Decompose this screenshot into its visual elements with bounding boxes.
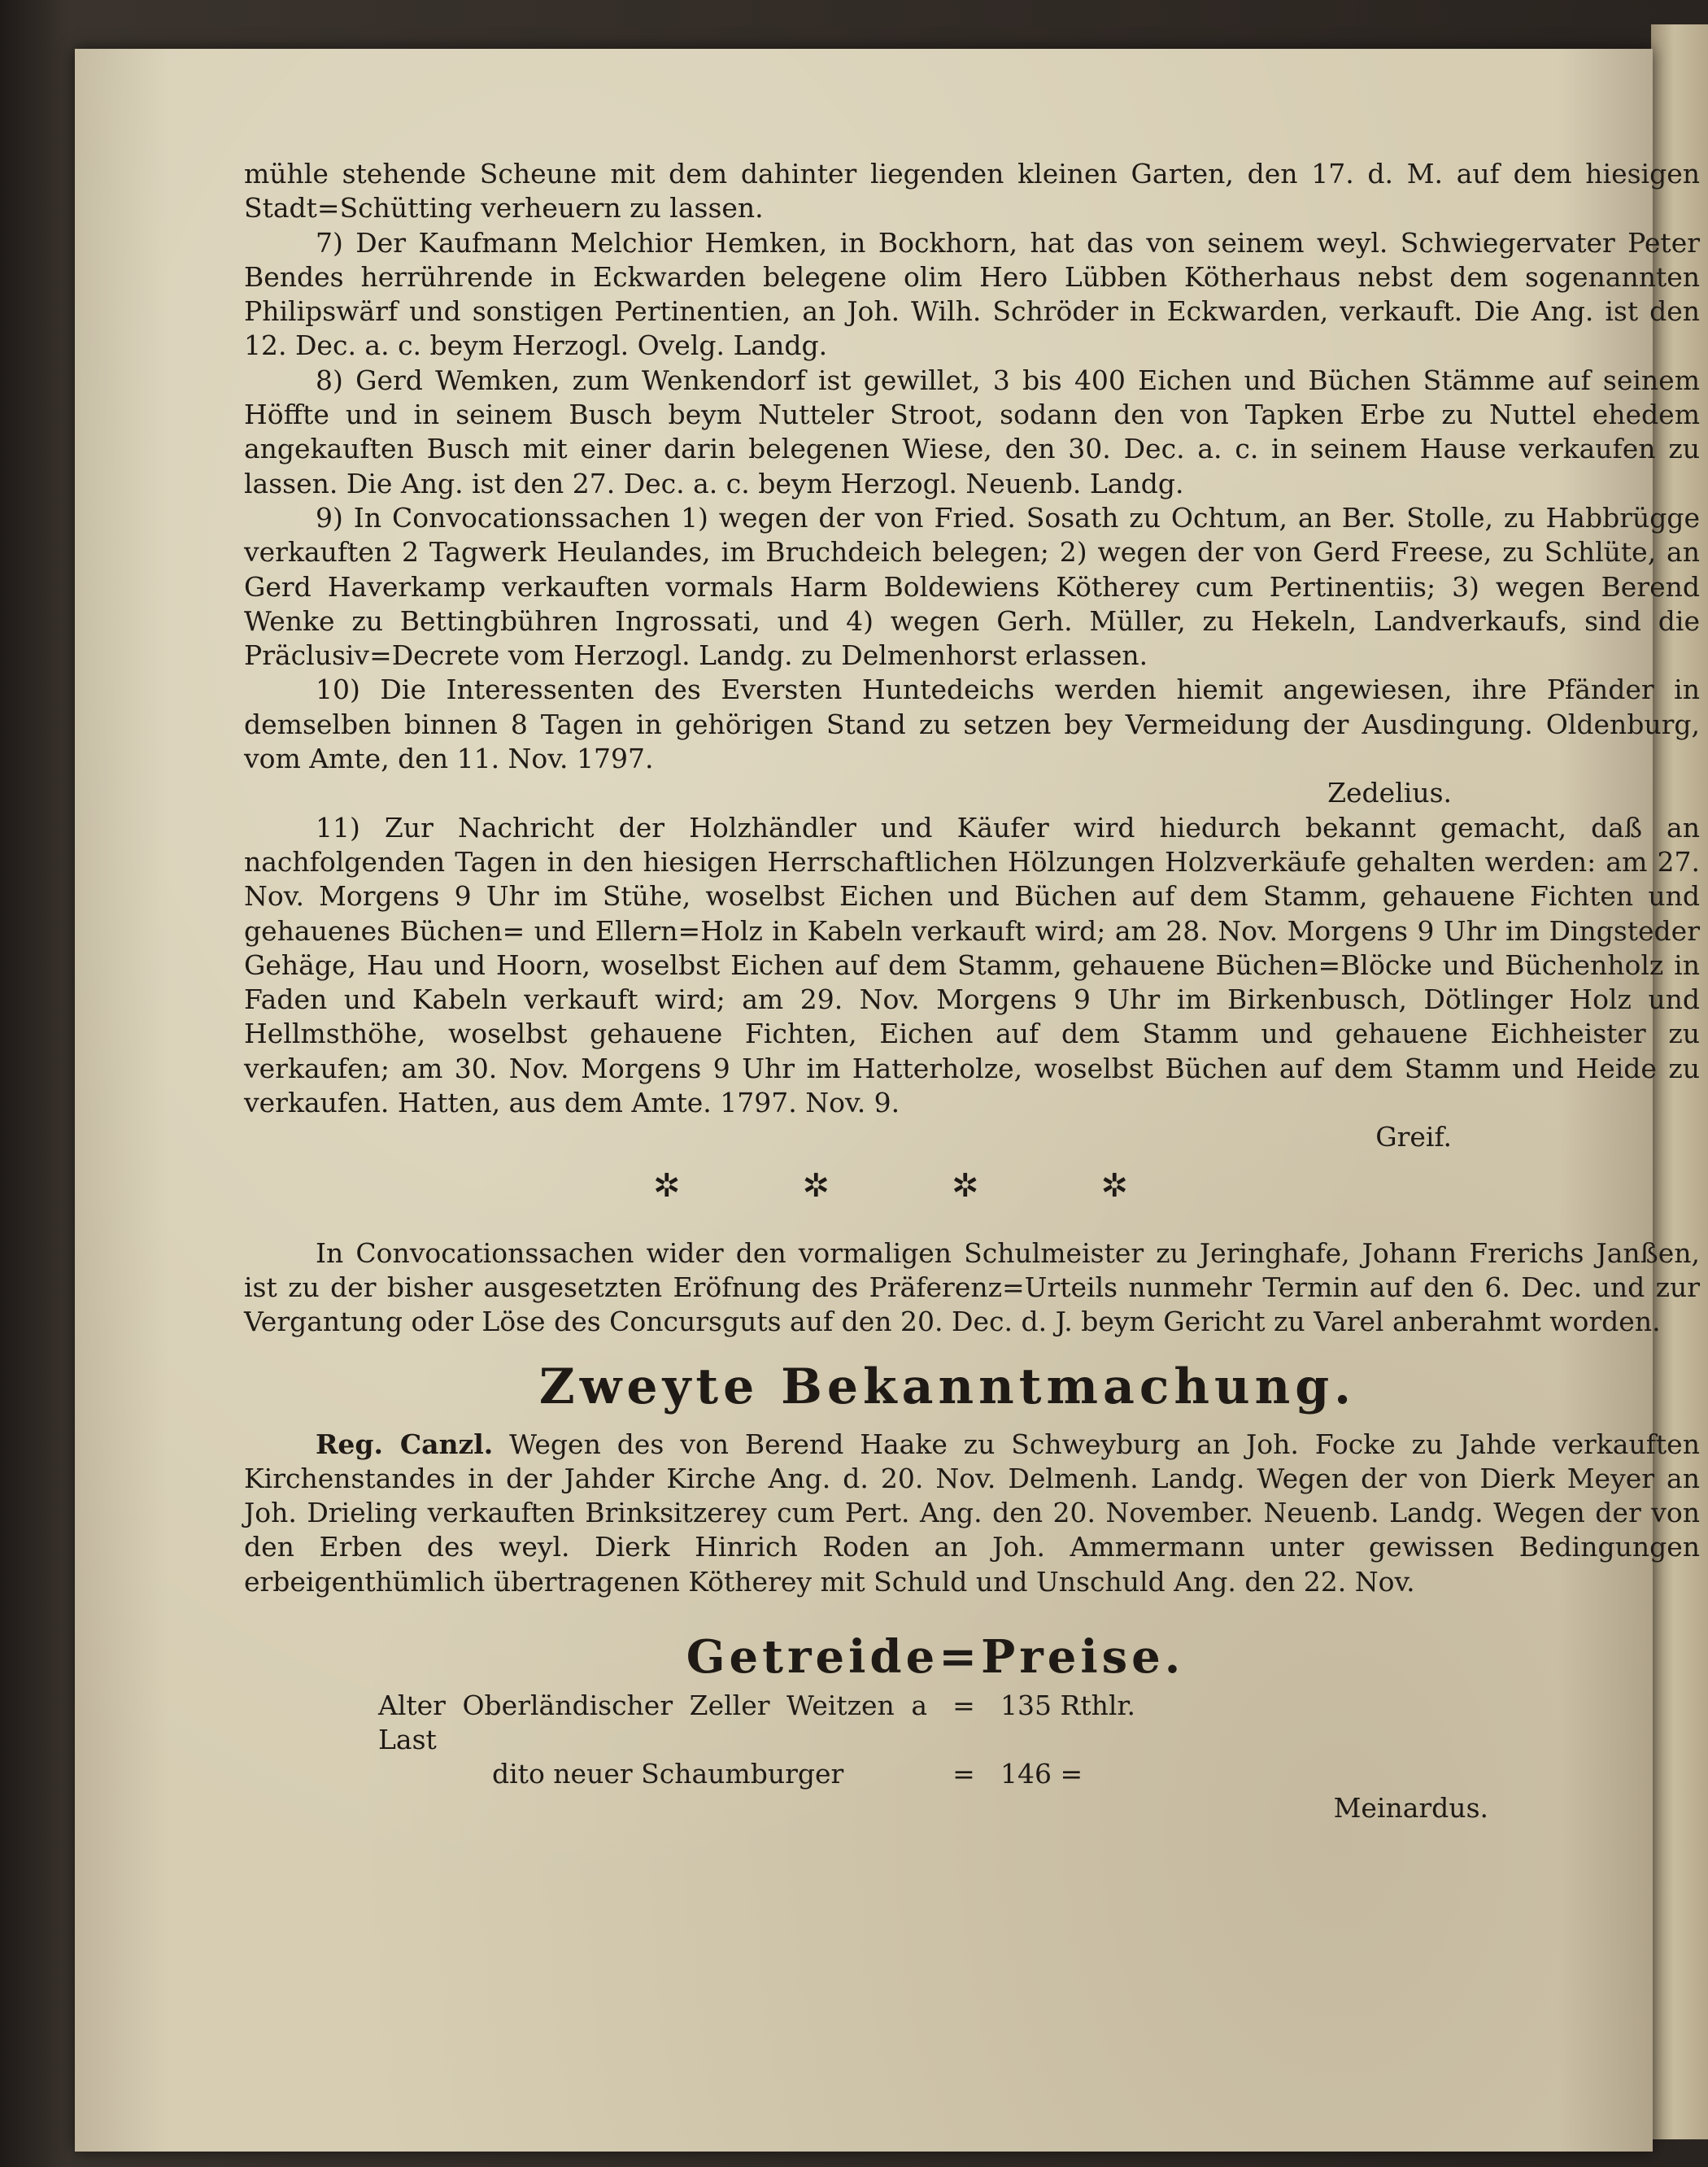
paragraph-reg-canzl-body: Wegen des von Berend Haake zu Schweyburg an Joh. Focke zu Jahde verkauften Kirchenstandes in der Jahder Kirche Ang. d. 20. Nov. Delmenh. Landg. Wegen der von Dierk Meyer an Joh. Drieling verkauften Brinksitzerey cum Pert. Ang. den 20. November. Neuenb. Landg. Wegen der von den Erben des weyl. Dierk Hinrich Roden an Joh. Ammermann unter gewissen Bedingungen erbeigenthümlich übertragenen Kötherey mit Schuld und Unschuld Ang. den 22. Nov. xyxy=(244,1428,1700,1598)
heading-grain-prices: Getreide=Preise. xyxy=(686,1629,1185,1684)
heading-second-notice: Zweyte Bekanntmachung. xyxy=(538,1358,1357,1415)
paragraph-8-sale-wemken: 8) Gerd Wemken, zum Wenkendorf ist gewillet, 3 bis 400 Eichen und Büchen Stämme auf seinem Höffte und in seinem Busch beym Nutteler Stroot, sodann den von Tapken Erbe zu Nuttel ehedem angekauften Busch mit einer darin belegenen Wiese, den 30. Dec. a. c. in seinem Hause verkaufen zu lassen. Die Ang. ist den 27. Dec. a. c. beym Herzogl. Neuenb. Landg. xyxy=(244,364,1700,499)
paragraph-continuation: mühle stehende Scheune mit dem dahinter liegenden kleinen Garten, den 17. d. M. auf dem hiesigen Stadt=Schütting verheuern zu lassen. xyxy=(244,158,1700,225)
paragraph-convocation-janssen: In Convocationssachen wider den vormaligen Schulmeister zu Jeringhafe, Johann Frerichs Janßen, ist zu der bisher ausgesetzten Eröfnung des Präferenz=Urteils nunmehr Termin auf den 6. Dec. und zur Vergantung oder Löse des Concursguts auf den 20. Dec. d. J. beym Gericht zu Varel anberahmt worden. xyxy=(244,1236,1700,1338)
page-content xyxy=(244,157,1700,1825)
ornament-divider xyxy=(244,1166,1700,1206)
document-page xyxy=(75,49,1700,2152)
signature-zedelius: Zedelius. xyxy=(1327,777,1452,809)
paragraph-lead-reg-canzl: Reg. Canzl. xyxy=(316,1428,494,1460)
paragraph-11-timber-sales: 11) Zur Nachricht der Holzhändler und Käufer wird hiedurch bekannt gemacht, daß an nachfolgenden Tagen in den hiesigen Herrschaftlichen Hölzungen Holzverkäufe gehalten werden: am 27. Nov. Morgens 9 Uhr im Stühe, woselbst Eichen und Büchen auf dem Stamm, gehauene Fichten und gehauenes Büchen= und Ellern=Holz in Kabeln verkauft wird; am 28. Nov. Morgens 9 Uhr im Dingsteder Gehäge, Hau und Hoorn, woselbst Eichen auf dem Stamm, gehauene Büchen=Blöcke und Büchenholz in Faden und Kabeln verkauft wird; am 29. Nov. Morgens 9 Uhr im Birkenbusch, Dötlinger Holz und Hellmsthöhe, woselbst gehauene Fichten, Eichen auf dem Stamm und gehauene Eichheister zu verkaufen; am 30. Nov. Morgens 9 Uhr im Hatterholze, woselbst Büchen auf dem Stamm und Heide zu verkaufen. Hatten, aus dem Amte. 1797. Nov. 9. xyxy=(244,811,1700,1119)
asterism-ornament-icon: ✲ xyxy=(952,1166,979,1205)
price-row xyxy=(244,1689,1700,1757)
price-amount: 146 = xyxy=(1000,1757,1083,1790)
price-item-label: Alter Oberländischer Zeller Weitzen a Last xyxy=(378,1689,927,1755)
price-item-label: dito neuer Schaumburger xyxy=(492,1757,844,1790)
price-separator: = xyxy=(952,1757,975,1790)
price-separator: = xyxy=(952,1689,975,1721)
asterism-ornament-icon: ✲ xyxy=(802,1166,830,1205)
signature-greif: Greif. xyxy=(1375,1121,1452,1153)
paragraph-10-huntedeich: 10) Die Interessenten des Eversten Huntedeichs werden hiemit angewiesen, ihre Pfänder in demselben binnen 8 Tagen in gehörigen Stand zu setzen bey Vermeidung der Ausdingung. Oldenburg, vom Amte, den 11. Nov. 1797. xyxy=(244,674,1700,775)
price-amount: 135 Rthlr. xyxy=(1000,1689,1136,1721)
asterism-ornament-icon: ✲ xyxy=(652,1166,681,1205)
asterism-ornament-icon: ✲ xyxy=(1100,1166,1129,1205)
price-row xyxy=(244,1757,1700,1791)
paragraph-reg-canzl xyxy=(244,1428,1700,1599)
paragraph-7-sale-hemken: 7) Der Kaufmann Melchior Hemken, in Bockhorn, hat das von seinem weyl. Schwiegervater Peter Bendes herrührende in Eckwarden belegene olim Hero Lübben Kötherhaus nebst dem sogenannten Philipswärf und sonstigen Pertinentien, an Joh. Wilh. Schröder in Eckwarden, verkauft. Die Ang. ist den 12. Dec. a. c. beym Herzogl. Ovelg. Landg. xyxy=(244,226,1700,362)
signature-meinardus: Meinardus. xyxy=(1333,1791,1488,1824)
paragraph-9-convocation: 9) In Convocationssachen 1) wegen der von Fried. Sosath zu Ochtum, an Ber. Stolle, zu Habbrügge verkauften 2 Tagwerk Heulandes, im Bruchdeich belegen; 2) wegen der von Gerd Freese, zu Schlüte, an Gerd Haverkamp verkauften vormals Harm Boldewiens Kötherey cum Pertinentiis; 3) wegen Berend Wenke zu Bettingbühren Ingrossati, und 4) wegen Gerh. Müller, zu Hekeln, Landverkaufs, sind die Präclusiv=Decrete vom Herzogl. Landg. zu Delmenhorst erlassen. xyxy=(244,501,1700,672)
